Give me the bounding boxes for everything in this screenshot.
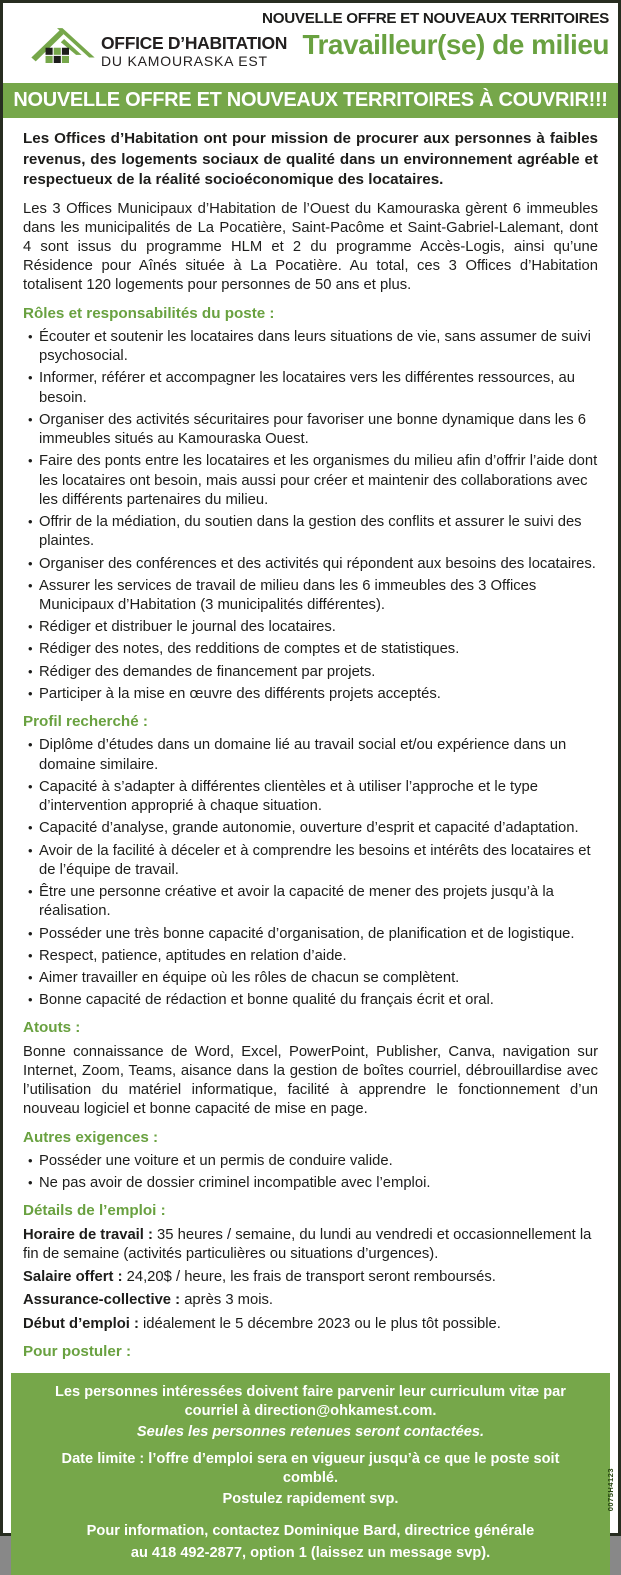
- detail-label: Début d’emploi :: [23, 1315, 139, 1332]
- list-item: [23, 452, 598, 510]
- list-item: [23, 778, 598, 816]
- bullet-icon: [23, 328, 39, 366]
- detail-value: 24,20$ / heure, les frais de transport seront remboursés.: [122, 1269, 496, 1286]
- apply-text: Les personnes intéressées doivent faire parvenir leur curriculum vitæ par courriel à: [55, 1383, 566, 1420]
- bullet-icon: [23, 618, 39, 637]
- bullet-icon: [23, 925, 39, 944]
- detail-label: Assurance-collective :: [23, 1292, 181, 1309]
- deadline-text: l’offre d’emploi sera en vigueur jusqu’à ce que le poste soit comblé.: [144, 1450, 560, 1486]
- bullet-icon: [23, 640, 39, 659]
- bullet-text: Avoir de la facilité à déceler et à comprendre les besoins et intérêts des locataires et de l’équipe de travail.: [39, 842, 591, 878]
- section-heading-details: Détails de l’emploi :: [23, 1202, 166, 1220]
- header-kicker: NOUVELLE OFFRE ET NOUVEAUX TERRITOIRES: [262, 10, 609, 27]
- bullet-text: Aimer travailler en équipe où les rôles de chacun se complètent.: [39, 969, 460, 986]
- mission-paragraph: Les Offices d’Habitation ont pour mission de procurer aux personnes à faibles revenus, des logements sociaux de qualité dans un environnement agréable et respectueux de la réalité socioéconomique des locataires.: [23, 130, 598, 189]
- bullet-icon: [23, 991, 39, 1010]
- bullet-icon: [23, 842, 39, 880]
- bullet-text: Posséder une voiture et un permis de conduire valide.: [39, 1152, 393, 1169]
- contact-line-2: au 418 492-2877, option 1 (laissez un message svp).: [130, 1544, 491, 1561]
- bullet-icon: [23, 663, 39, 682]
- house-logo-icon: [27, 11, 99, 79]
- bullet-icon: [23, 883, 39, 921]
- atouts-paragraph: Bonne connaissance de Word, Excel, PowerPoint, Publisher, Canva, navigation sur Internet, Zoom, Teams, aisance dans la gestion de boîtes courriel, débrouillardise avec l’utilisation du matériel informatique, facilité à apprendre le fonctionnement d’un nouveau logiciel et bonne capacité de mise en page.: [23, 1043, 598, 1118]
- exigences-list: [23, 1152, 598, 1193]
- bullet-text: Diplôme d’études dans un domaine lié au travail social et/ou expérience dans un domaine similaire.: [39, 737, 567, 773]
- list-item: [23, 411, 598, 449]
- bullet-text: Posséder une très bonne capacité d’organisation, de planification et de logistique.: [39, 925, 575, 942]
- bullet-icon: [23, 513, 39, 551]
- bullet-text: Bonne capacité de rédaction et bonne qualité du français écrit et oral.: [39, 992, 494, 1009]
- email-link[interactable]: direction@ohkamest.com: [254, 1403, 433, 1420]
- list-item: [23, 618, 598, 637]
- content: [3, 118, 618, 1366]
- selection-note: Seules les personnes retenues seront contactées.: [136, 1424, 485, 1441]
- bullet-icon: [23, 1174, 39, 1193]
- bullet-text: Faire des ponts entre les locataires et les organismes du milieu afin d’offrir l’aide dont les locataires ont besoin, mais aussi pour créer et maintenir des collaborations avec les différents partenaires du milieu.: [39, 453, 598, 508]
- list-item: [23, 842, 598, 880]
- section-heading-atouts: Atouts :: [23, 1019, 81, 1037]
- list-item: [23, 513, 598, 551]
- detail-row-debut: [23, 1315, 598, 1334]
- detail-value: après 3 mois.: [180, 1292, 274, 1309]
- contact-line-1: Pour information, contactez Dominique Bard, directrice générale: [86, 1523, 535, 1540]
- apply-line: [38, 1383, 583, 1422]
- bullet-text: Respect, patience, aptitudes en relation d’aide.: [39, 947, 347, 964]
- list-item: [23, 328, 598, 366]
- bullet-icon: [23, 369, 39, 407]
- list-item: [23, 819, 598, 838]
- roles-list: [23, 328, 598, 704]
- deadline-label: Date limite :: [61, 1450, 145, 1467]
- bullet-text: Rédiger et distribuer le journal des locataires.: [39, 619, 336, 636]
- list-item: [23, 1152, 598, 1171]
- section-heading-exigences: Autres exigences :: [23, 1128, 159, 1146]
- apply-text-end: .: [432, 1403, 437, 1420]
- bullet-text: Informer, référer et accompagner les locataires vers les différentes ressources, au besoin.: [39, 370, 575, 406]
- list-item: [23, 925, 598, 944]
- bullet-text: Écouter et soutenir les locataires dans leurs situations de vie, sans assumer de suivi psychosocial.: [39, 328, 591, 365]
- section-heading-profil: Profil recherché :: [23, 713, 148, 731]
- bullet-text: Rédiger des demandes de financement par projets.: [39, 663, 376, 680]
- detail-row-salaire: [23, 1268, 598, 1287]
- list-item: [23, 991, 598, 1010]
- logo-org-name: OFFICE D’HABITATION: [101, 33, 288, 54]
- bullet-text: Participer à la mise en œuvre des différents projets acceptés.: [39, 685, 441, 702]
- list-item: [23, 736, 598, 774]
- list-item: [23, 640, 598, 659]
- list-item: [23, 1174, 598, 1193]
- bullet-text: Rédiger des notes, des redditions de comptes et de statistiques.: [39, 641, 460, 658]
- deadline-line: [38, 1450, 583, 1489]
- bullet-icon: [23, 555, 39, 574]
- list-item: [23, 555, 598, 574]
- detail-value: 35 heures / semaine, du lundi au vendredi et occasionnellement la fin de semaine (activités particulières ou situations d’urgences).: [23, 1226, 592, 1262]
- list-item: [23, 369, 598, 407]
- list-item: [23, 663, 598, 682]
- logo-text: [101, 34, 287, 69]
- section-heading-postuler: Pour postuler :: [23, 1342, 132, 1360]
- bullet-text: Être une personne créative et avoir la capacité de mener des projets jusqu’à la réalisation.: [39, 884, 554, 920]
- detail-row-horaire: [23, 1226, 598, 1264]
- bullet-icon: [23, 736, 39, 774]
- bullet-icon: [23, 1152, 39, 1171]
- profil-list: [23, 736, 598, 1010]
- bullet-icon: [23, 778, 39, 816]
- context-paragraph: Les 3 Offices Municipaux d’Habitation de l’Ouest du Kamouraska gèrent 6 immeubles dans les municipalités de La Pocatière, Saint-Pacôme et Saint-Gabriel-Lalemant, dont 4 sont issus du programme HLM et 2 du programme Accès-Logis, ainsi qu’une Résidence pour Aînés située à La Pocatière. Au total, ces 3 Offices d’Habitation totalisent 120 logements pour personnes de 50 ans et plus.: [23, 200, 598, 294]
- bullet-icon: [23, 411, 39, 449]
- bullet-text: Organiser des conférences et des activités qui répondent aux besoins des locataires.: [39, 555, 596, 572]
- bullet-text: Capacité à s’adapter à différentes clientèles et à utiliser l’approche et le type d’intervention approprié à chaque situation.: [39, 778, 539, 815]
- list-item: [23, 685, 598, 704]
- list-item: [23, 969, 598, 988]
- logo: [27, 11, 287, 79]
- detail-label: Horaire de travail :: [23, 1226, 153, 1243]
- bullet-icon: [23, 685, 39, 704]
- bullet-icon: [23, 969, 39, 988]
- bullet-icon: [23, 577, 39, 615]
- logo-org-subname: DU KAMOURASKA EST: [101, 52, 268, 69]
- reference-code: 0075H4123: [606, 1467, 615, 1511]
- section-heading-roles: Rôles et responsabilités du poste :: [23, 304, 275, 322]
- bullet-icon: [23, 947, 39, 966]
- list-item: [23, 577, 598, 615]
- banner-text: NOUVELLE OFFRE ET NOUVEAUX TERRITOIRES À COUVRIR!!!: [13, 89, 608, 111]
- bullet-text: Capacité d’analyse, grande autonomie, ouverture d’esprit et capacité d’adaptation.: [39, 820, 579, 837]
- list-item: [23, 947, 598, 966]
- bullet-icon: [23, 819, 39, 838]
- apply-fast-line: Postulez rapidement svp.: [222, 1491, 399, 1508]
- banner: [3, 83, 618, 118]
- header-right: [262, 10, 609, 61]
- job-title: Travailleur(se) de milieu: [302, 29, 609, 60]
- bullet-text: Organiser des activités sécuritaires pour favoriser une bonne dynamique dans les 6 immeubles situés au Kamouraska Ouest.: [39, 411, 586, 448]
- detail-value: idéalement le 5 décembre 2023 ou le plus tôt possible.: [138, 1315, 501, 1332]
- detail-row-assurance: [23, 1291, 598, 1310]
- footer-box: [11, 1373, 610, 1575]
- bullet-text: Offrir de la médiation, du soutien dans la gestion des conflits et assurer le suivi des plaintes.: [39, 514, 582, 550]
- bullet-text: Ne pas avoir de dossier criminel incompatible avec l’emploi.: [39, 1175, 431, 1192]
- list-item: [23, 883, 598, 921]
- bullet-text: Assurer les services de travail de milieu dans les 6 immeubles des 3 Offices Municipaux d’Habitation (3 municipalités différentes).: [39, 577, 537, 613]
- bullet-icon: [23, 452, 39, 510]
- header: [3, 3, 618, 83]
- detail-label: Salaire offert :: [23, 1269, 123, 1286]
